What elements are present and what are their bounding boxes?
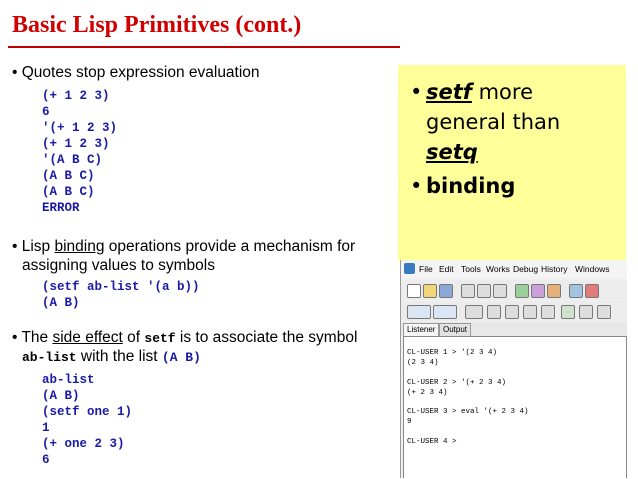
- callout-text-line2: general than: [426, 110, 561, 134]
- tab-listener[interactable]: Listener: [403, 323, 439, 336]
- back-arrow-icon[interactable]: [407, 305, 431, 319]
- code-line: '(A B C): [42, 153, 103, 167]
- callout-item-setf: [410, 77, 533, 107]
- copy-icon[interactable]: [477, 284, 491, 298]
- stop-icon[interactable]: [585, 284, 599, 298]
- listener-prompt: CL-USER 4 >: [407, 438, 457, 446]
- tab-output[interactable]: Output: [439, 323, 471, 336]
- code-line: 6: [42, 105, 50, 119]
- bullet-side-effect-line2: [22, 348, 201, 366]
- open-folder-icon[interactable]: [423, 284, 437, 298]
- ab-list-symbol: ab-list: [22, 350, 77, 365]
- debugger-icon[interactable]: [547, 284, 561, 298]
- listener-line: 9: [407, 418, 412, 426]
- menu-bar: [401, 260, 627, 278]
- menu-file[interactable]: File: [419, 264, 433, 274]
- list-literal: (A B): [161, 350, 201, 365]
- listener-line: CL-USER 2 > '(+ 2 3 4): [407, 379, 507, 387]
- step-into-icon[interactable]: [505, 305, 519, 319]
- save-icon[interactable]: [439, 284, 453, 298]
- code-line: (setf ab-list '(a b)): [42, 280, 200, 294]
- check-icon[interactable]: [561, 305, 575, 319]
- new-file-icon[interactable]: [407, 284, 421, 298]
- binding-term: binding: [54, 238, 105, 255]
- code-line-error: ERROR: [42, 201, 80, 215]
- code-block-binding: [42, 279, 200, 311]
- bullet-text: • The: [12, 329, 53, 346]
- code-line: 6: [42, 453, 50, 467]
- bullet-quotes: • Quotes stop expression evaluation: [12, 64, 260, 81]
- code-line: (setf one 1): [42, 405, 133, 419]
- bullet-text: with the list: [76, 348, 162, 365]
- code-line: '(+ 1 2 3): [42, 121, 118, 135]
- history-icon[interactable]: [465, 305, 483, 319]
- listener-line: CL-USER 3 > eval '(+ 2 3 4): [407, 408, 529, 416]
- evaluate-icon[interactable]: [569, 284, 583, 298]
- continue-icon[interactable]: [541, 305, 555, 319]
- browser-icon[interactable]: [531, 284, 545, 298]
- bullet-binding: [12, 238, 355, 256]
- code-block-quotes: [42, 88, 117, 216]
- toolbar-nav: [401, 301, 627, 321]
- code-line: ab-list: [42, 373, 95, 387]
- list-icon[interactable]: [579, 305, 593, 319]
- cut-icon[interactable]: [461, 284, 475, 298]
- listener-line: (2 3 4): [407, 359, 439, 367]
- menu-tools[interactable]: Tools: [461, 264, 481, 274]
- paste-icon[interactable]: [493, 284, 507, 298]
- callout-setq: [426, 137, 478, 167]
- bullet-text: operations provide a mechanism for: [104, 238, 356, 255]
- bullet-text: of: [122, 329, 145, 346]
- menu-debug[interactable]: Debug: [513, 264, 539, 274]
- listener-line: (+ 2 3 4): [407, 389, 448, 397]
- app-icon: [404, 263, 415, 274]
- title-underline: [8, 46, 400, 48]
- callout-box: [398, 65, 626, 261]
- bullet-dot-icon: •: [410, 174, 423, 198]
- callout-item-binding: [410, 171, 515, 201]
- lispworks-window: [400, 260, 627, 478]
- code-line: (A B): [42, 389, 80, 403]
- bullet-text: • Lisp: [12, 238, 55, 255]
- listener-pane[interactable]: [403, 336, 627, 478]
- code-line: (A B): [42, 296, 80, 310]
- listener-line: CL-USER 1 > '(2 3 4): [407, 349, 498, 357]
- code-line: 1: [42, 421, 50, 435]
- inspect-icon[interactable]: [515, 284, 529, 298]
- menu-windows[interactable]: Windows: [575, 264, 610, 274]
- bullet-side-effect: [12, 329, 357, 347]
- menu-works[interactable]: Works: [486, 264, 510, 274]
- code-line: (+ one 2 3): [42, 437, 125, 451]
- setq-keyword: setq: [426, 140, 478, 164]
- menu-history[interactable]: History: [541, 264, 568, 274]
- binding-label: binding: [426, 174, 516, 198]
- setf-keyword: setf: [144, 331, 176, 346]
- bullet-text: is to associate the symbol: [175, 329, 358, 346]
- side-effect-term: side effect: [52, 329, 123, 346]
- setf-keyword: setf: [426, 80, 472, 104]
- code-line: (+ 1 2 3): [42, 89, 110, 103]
- code-block-side-effect: [42, 372, 132, 468]
- step-icon[interactable]: [487, 305, 501, 319]
- toolbar-top: [401, 280, 627, 300]
- code-line: (A B C): [42, 185, 95, 199]
- forward-arrow-icon[interactable]: [433, 305, 457, 319]
- code-line: (+ 1 2 3): [42, 137, 110, 151]
- slide-title: Basic Lisp Primitives (cont.): [12, 12, 302, 38]
- bullet-binding-line2: assigning values to symbols: [22, 257, 215, 274]
- tab-bar: [401, 322, 627, 336]
- tree-icon[interactable]: [597, 305, 611, 319]
- callout-text: more: [471, 80, 533, 104]
- bullet-dot-icon: •: [410, 80, 423, 104]
- menu-edit[interactable]: Edit: [439, 264, 454, 274]
- code-line: (A B C): [42, 169, 95, 183]
- step-out-icon[interactable]: [523, 305, 537, 319]
